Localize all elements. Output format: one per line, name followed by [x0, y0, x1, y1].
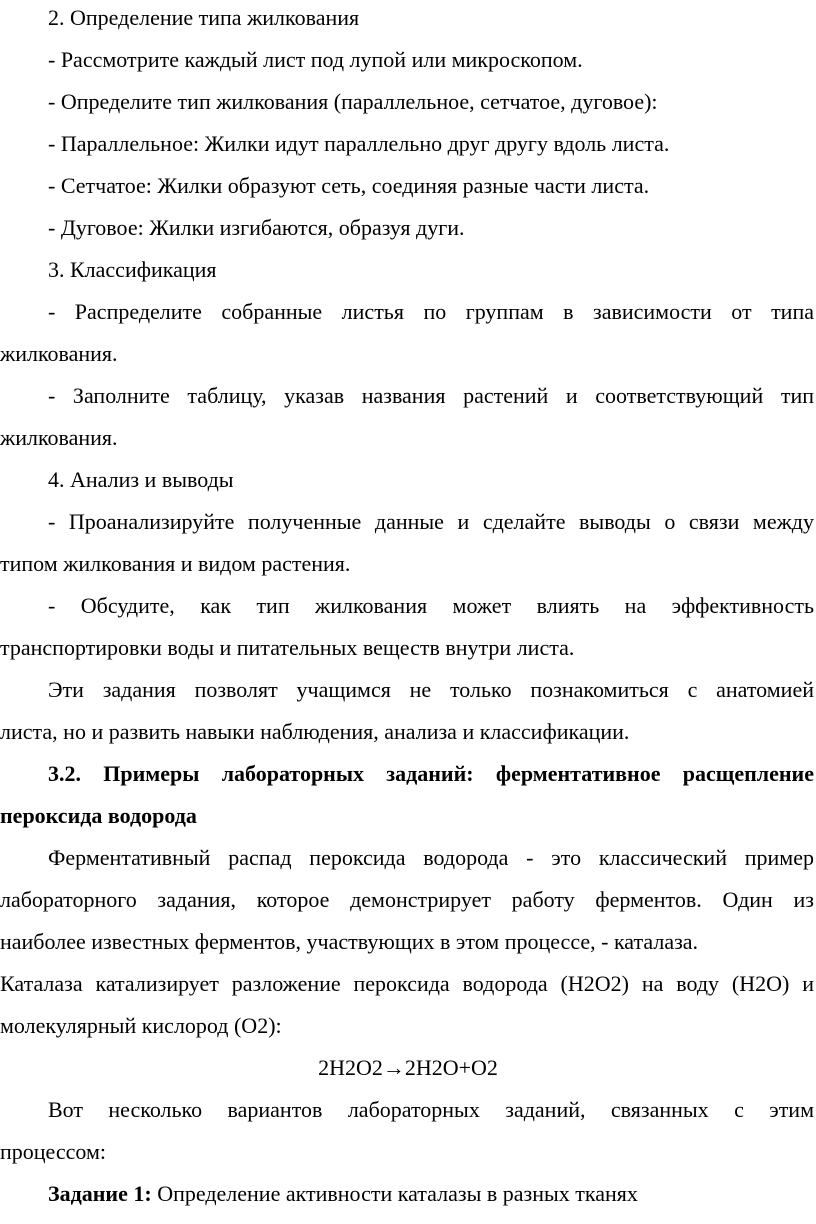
- paragraph-line: - Проанализируйте полученные данные и сделайте выводы о связи между: [48, 509, 814, 534]
- paragraph-line: Эти задания позволят учащимся не только познакомиться с анатомией: [48, 677, 814, 702]
- paragraph-line: - Параллельное: Жилки идут параллельно друг другу вдоль листа.: [48, 131, 670, 156]
- paragraph-line: Ферментативный распад пероксида водорода - это классический пример: [48, 845, 814, 870]
- paragraph-line: - Обсудите, как тип жилкования может влиять на эффективность: [48, 593, 814, 618]
- paragraph-line: жилкования.: [0, 341, 118, 366]
- paragraph-line: - Сетчатое: Жилки образуют сеть, соединяя разные части листа.: [48, 173, 650, 198]
- paragraph-line: Вот несколько вариантов лабораторных заданий, связанных с этим: [48, 1097, 814, 1122]
- subsection-title: пероксида водорода: [0, 803, 197, 828]
- paragraph-line: наиболее известных ферментов, участвующих в этом процессе, - каталаза.: [0, 929, 699, 954]
- paragraph-line: - Заполните таблицу, указав названия растений и соответствующий тип: [48, 383, 814, 408]
- paragraph-line: транспортировки воды и питательных веществ внутри листа.: [0, 635, 575, 660]
- paragraph-line: - Определите тип жилкования (параллельное, сетчатое, дуговое):: [48, 89, 658, 114]
- section-heading: 2. Определение типа жилкования: [48, 5, 360, 30]
- paragraph-line: - Распределите собранные листья по группам в зависимости от типа: [48, 299, 814, 324]
- paragraph-line: листа, но и развить навыки наблюдения, анализа и классификации.: [0, 719, 630, 744]
- chemical-equation: 2H2O2→2H2O+O2: [318, 1055, 498, 1080]
- paragraph-line: процессом:: [0, 1139, 107, 1164]
- subsection-title: 3.2. Примеры лабораторных заданий: ферментативное расщепление: [48, 761, 814, 786]
- paragraph-line: типом жилкования и видом растения.: [0, 551, 351, 576]
- paragraph-line: лабораторного задания, которое демонстрирует работу ферментов. Один из: [0, 887, 814, 912]
- task-text: Определение активности каталазы в разных тканях: [151, 1181, 638, 1206]
- paragraph-line: - Дуговое: Жилки изгибаются, образуя дуги.: [48, 215, 465, 240]
- task-line: [0, 1180, 816, 1208]
- section-heading: 4. Анализ и выводы: [48, 467, 234, 492]
- section-heading: 3. Классификация: [48, 257, 217, 282]
- paragraph-line: Каталаза катализирует разложение пероксида водорода (H2O2) на воду (H2O) и: [0, 971, 814, 996]
- task-label: Задание 1:: [48, 1181, 152, 1206]
- paragraph-line: жилкования.: [0, 425, 118, 450]
- paragraph-line: молекулярный кислород (O2):: [0, 1013, 282, 1038]
- paragraph-line: - Рассмотрите каждый лист под лупой или микроскопом.: [48, 47, 583, 72]
